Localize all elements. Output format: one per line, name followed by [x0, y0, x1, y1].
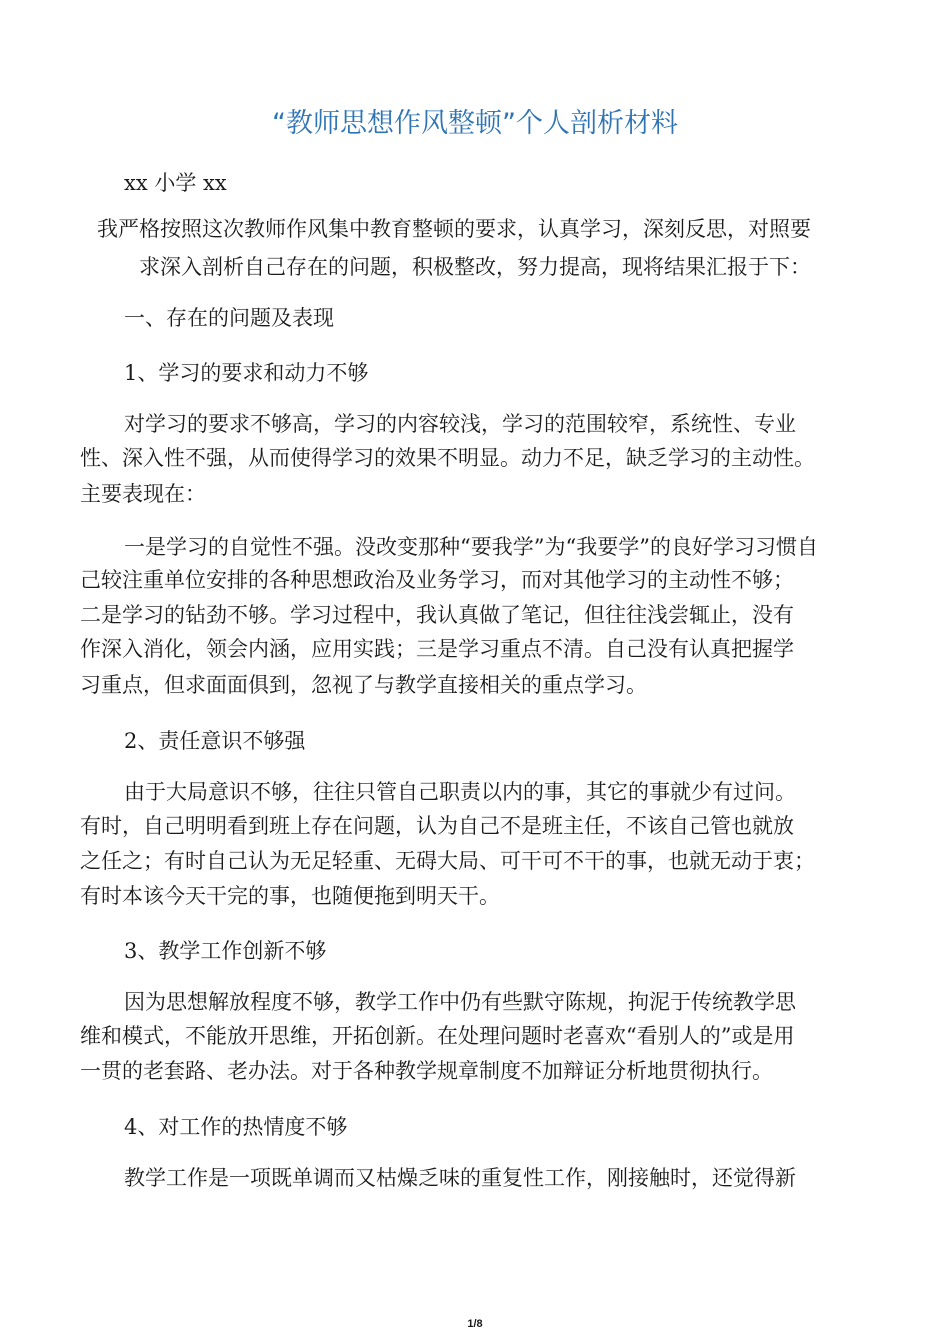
item-3-para-line-3: 一贯的老套路、老办法。对于各种教学规章制度不加辩证分析地贯彻执行。 — [80, 1059, 773, 1083]
item-1-para-1-line-2: 性、深入性不强，从而使得学习的效果不明显。动力不足，缺乏学习的主动性。 — [80, 446, 815, 470]
item-1-para-2-line-1: 一是学习的自觉性不强。没改变那种“要我学”为“我要学”的良好学习习惯自 — [124, 535, 818, 559]
item-2-para-line-1: 由于大局意识不够，往往只管自己职责以内的事，其它的事就少有过问。 — [124, 780, 796, 804]
item-1-para-1-line-1: 对学习的要求不够高，学习的内容较浅，学习的范围较窄，系统性、专业 — [124, 412, 796, 436]
item-1-heading: 1、学习的要求和动力不够 — [124, 361, 369, 385]
item-1-para-2-line-2: 己较注重单位安排的各种思想政治及业务学习，而对其他学习的主动性不够； — [80, 568, 794, 592]
item-3-para-line-1: 因为思想解放程度不够，教学工作中仍有些默守陈规，拘泥于传统教学思 — [124, 990, 796, 1014]
item-2-para-line-4: 有时本该今天干完的事，也随便拖到明天干。 — [80, 884, 500, 908]
item-1-para-2-line-4: 作深入消化，领会内涵，应用实践；三是学习重点不清。自己没有认真把握学 — [80, 637, 794, 661]
item-2-para-line-2: 有时，自己明明看到班上存在问题，认为自己不是班主任，不该自己管也就放 — [80, 814, 794, 838]
author-line: xx 小学 xx — [124, 171, 227, 195]
item-3-para-line-2: 维和模式，不能放开思维，开拓创新。在处理问题时老喜欢“看别人的”或是用 — [80, 1024, 795, 1048]
item-4-heading: 4、对工作的热情度不够 — [124, 1115, 348, 1139]
section-heading: 一、存在的问题及表现 — [124, 306, 334, 330]
intro-line-2: 求深入剖析自己存在的问题，积极整改，努力提高，现将结果汇报于下： — [139, 255, 811, 279]
item-1-para-2-line-3: 二是学习的钻劲不够。学习过程中，我认真做了笔记，但往往浅尝辄止，没有 — [80, 603, 794, 627]
item-2-heading: 2、责任意识不够强 — [124, 729, 306, 753]
intro-line-1: 我严格按照这次教师作风集中教育整顿的要求，认真学习，深刻反思，对照要 — [97, 217, 811, 241]
item-3-heading: 3、教学工作创新不够 — [124, 939, 327, 963]
item-2-para-line-3: 之任之；有时自己认为无足轻重、无碍大局、可干可不干的事，也就无动于衷； — [80, 849, 815, 873]
item-4-para-line-1: 教学工作是一项既单调而又枯燥乏味的重复性工作，刚接触时，还觉得新 — [124, 1166, 796, 1190]
page-number: 1/8 — [467, 1318, 483, 1330]
item-1-para-2-line-5: 习重点，但求面面俱到，忽视了与教学直接相关的重点学习。 — [80, 673, 647, 697]
item-1-para-1-line-3: 主要表现在： — [80, 482, 206, 506]
document-title: “教师思想作风整顿”个人剖析材料 — [272, 108, 678, 139]
